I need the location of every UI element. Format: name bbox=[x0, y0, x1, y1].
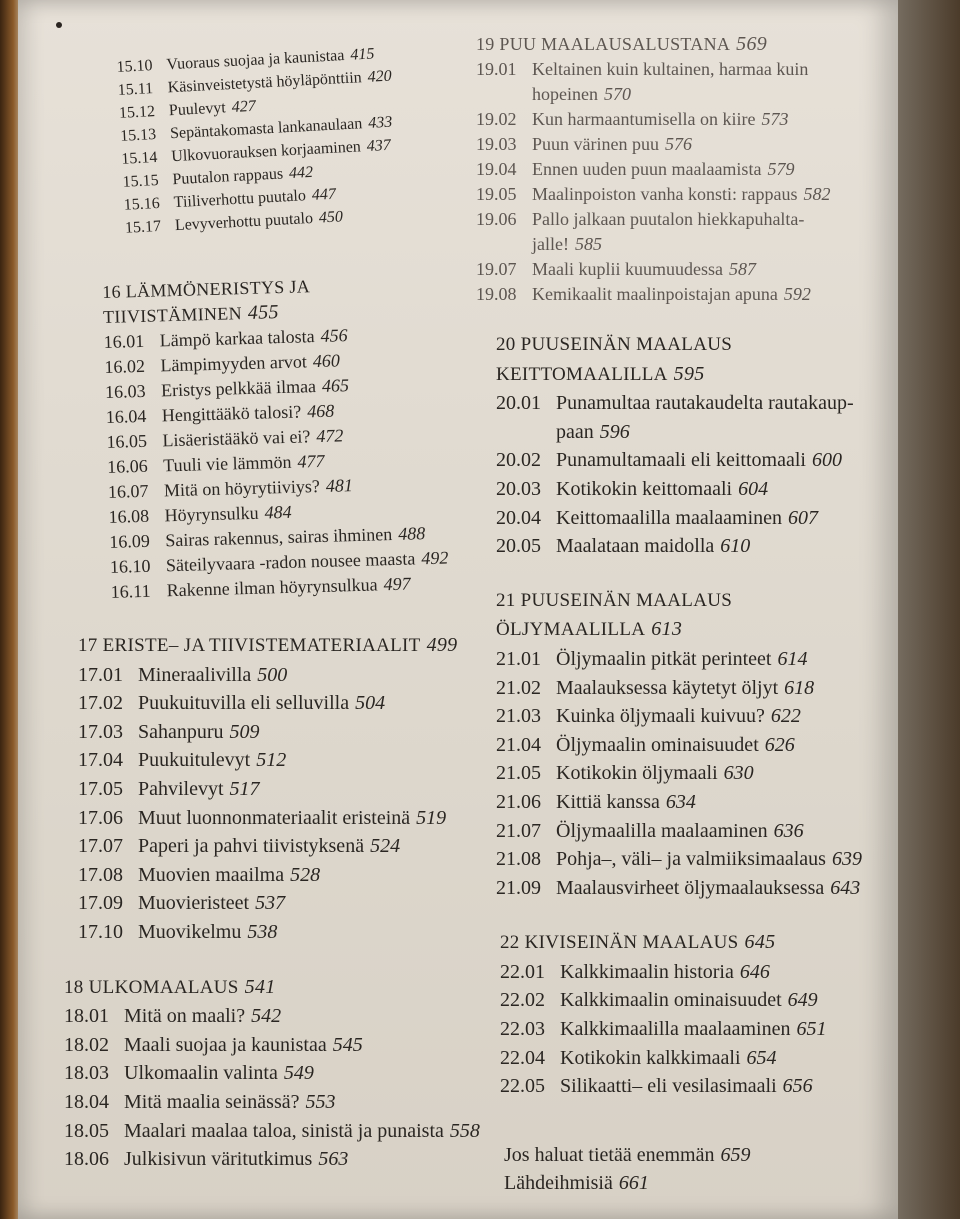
toc-entry: 16.06 Tuuli vie lämmön 477 bbox=[106, 450, 325, 477]
toc-entry: 18.04 Mitä maalia seinässä? 553 bbox=[64, 1090, 336, 1113]
toc-entry: 17.08 Muovien maailma 528 bbox=[78, 863, 321, 886]
toc-entry-continuation: paan 596 bbox=[556, 420, 630, 443]
toc-entry: 16.08 Höyrynsulku 484 bbox=[108, 501, 292, 527]
section-18 bbox=[64, 973, 496, 1174]
toc-entry: 18.06 Julkisivun väritutkimus 563 bbox=[64, 1148, 349, 1171]
toc-entry: 17.02 Puukuituvilla eli selluvilla 504 bbox=[78, 692, 386, 715]
book-page bbox=[18, 0, 898, 1219]
toc-entry: 21.09 Maalausvirheet öljymaalauksessa 643 bbox=[496, 876, 861, 899]
toc-entry: 16.03 Eristys pelkkää ilmaa 465 bbox=[104, 375, 350, 402]
toc-entry: 18.03 Ulkomaalin valinta 549 bbox=[64, 1062, 314, 1085]
section-17 bbox=[78, 631, 496, 947]
toc-entry: 15.12 Puulevyt 427 bbox=[118, 97, 257, 122]
section-22 bbox=[500, 928, 876, 1101]
toc-entry: 16.10 Säteilyvaara -radon nousee maasta 492 bbox=[109, 547, 449, 577]
toc-entry-continuation: hopeinen 570 bbox=[532, 84, 631, 104]
toc-entry: 22.03 Kalkkimaalilla maalaaminen 651 bbox=[500, 1018, 827, 1041]
appendix-entries bbox=[504, 1141, 876, 1198]
toc-right-column bbox=[476, 32, 876, 1198]
toc-entry: 15.10 Vuoraus suojaa ja kaunistaa 415 bbox=[116, 45, 375, 76]
toc-entry: 18.02 Maali suojaa ja kaunistaa 545 bbox=[64, 1033, 363, 1056]
toc-entry: Jos haluat tietää enemmän 659 bbox=[504, 1143, 751, 1166]
toc-entry: 15.16 Tiiliverhottu puutalo 447 bbox=[123, 185, 337, 214]
section-heading: 18 ULKOMAALAUS 541 bbox=[64, 975, 276, 998]
section-heading: KEITTOMAALILLA 595 bbox=[496, 362, 705, 385]
toc-entry: 21.01 Öljymaalin pitkät perinteet 614 bbox=[496, 647, 808, 670]
toc-entry: 16.02 Lämpimyyden arvot 460 bbox=[104, 350, 341, 377]
section-heading: 16 LÄMMÖNERISTYS JA bbox=[102, 276, 311, 302]
toc-entry: 17.06 Muut luonnonmateriaalit eristeinä 519 bbox=[78, 806, 447, 829]
toc-entry: 19.04 Ennen uuden puun maalaamista 579 bbox=[476, 159, 795, 179]
toc-entry: 15.14 Ulkovuorauksen korjaaminen 437 bbox=[120, 136, 392, 168]
toc-entry: 20.03 Kotikokin keittomaali 604 bbox=[496, 477, 769, 500]
section-heading: 22 KIVISEINÄN MAALAUS 645 bbox=[500, 931, 776, 954]
toc-entry: 19.01 Keltainen kuin kultainen, harmaa kuin bbox=[476, 59, 809, 79]
section-20 bbox=[496, 331, 876, 561]
toc-entry: 19.03 Puun värinen puu 576 bbox=[476, 134, 692, 154]
section-heading: 20 PUUSEINÄN MAALAUS bbox=[496, 334, 733, 355]
toc-entry: Lähdeihmisiä 661 bbox=[504, 1172, 649, 1195]
toc-entry: 16.05 Lisäeristääkö vai ei? 472 bbox=[106, 425, 344, 452]
section-heading: 17 ERISTE– JA TIIVISTEMATERIAALIT 499 bbox=[78, 634, 458, 656]
toc-entry: 21.04 Öljymaalin ominaisuudet 626 bbox=[496, 733, 795, 756]
toc-entry: 18.05 Maalari maalaa taloa, sinistä ja punaista 558 bbox=[64, 1119, 480, 1142]
toc-entry: 21.02 Maalauksessa käytetyt öljyt 618 bbox=[496, 676, 815, 699]
section-16 bbox=[102, 269, 505, 605]
toc-entry: 17.05 Pahvilevyt 517 bbox=[78, 777, 260, 800]
toc-entry: 16.01 Lämpö karkaa talosta 456 bbox=[103, 325, 348, 352]
toc-entry: 20.05 Maalataan maidolla 610 bbox=[496, 535, 751, 558]
toc-entry: 17.04 Puukuitulevyt 512 bbox=[78, 749, 287, 772]
toc-entry: 22.04 Kotikokin kalkkimaali 654 bbox=[500, 1046, 777, 1069]
toc-entry: 21.03 Kuinka öljymaali kuivuu? 622 bbox=[496, 705, 801, 728]
toc-entry: 17.03 Sahanpuru 509 bbox=[78, 720, 260, 743]
toc-entry: 22.05 Silikaatti– eli vesilasimaali 656 bbox=[500, 1075, 813, 1098]
section-heading: TIIVISTÄMINEN 455 bbox=[102, 301, 280, 327]
toc-entry: 21.06 Kittiä kanssa 634 bbox=[496, 790, 696, 813]
section-19 bbox=[476, 32, 876, 307]
toc-entry: 21.08 Pohja–, väli– ja valmiiksimaalaus 639 bbox=[496, 848, 862, 871]
section-heading: 19 PUU MAALAUSALUSTANA 569 bbox=[476, 33, 768, 55]
toc-entry: 16.09 Sairas rakennus, sairas ihminen 488 bbox=[109, 523, 426, 552]
toc-entry: 18.01 Mitä on maali? 542 bbox=[64, 1005, 282, 1028]
page-mark bbox=[56, 22, 62, 28]
toc-entry: 19.05 Maalinpoiston vanha konsti: rappaus 582 bbox=[476, 184, 831, 204]
toc-entry-continuation: jalle! 585 bbox=[532, 234, 602, 254]
toc-entry: 20.04 Keittomaalilla maalaaminen 607 bbox=[496, 506, 819, 529]
toc-entry: 15.15 Puutalon rappaus 442 bbox=[122, 163, 314, 191]
toc-entry: 22.02 Kalkkimaalin ominaisuudet 649 bbox=[500, 989, 818, 1012]
toc-left-column bbox=[56, 45, 496, 1174]
toc-entry: 16.07 Mitä on höyrytiiviys? 481 bbox=[107, 475, 354, 502]
toc-entry: 16.11 Rakenne ilman höyrynsulkua 497 bbox=[110, 573, 411, 602]
toc-entry: 17.09 Muovieristeet 537 bbox=[78, 892, 286, 915]
section-heading: 21 PUUSEINÄN MAALAUS bbox=[496, 589, 733, 611]
toc-entry: 15.17 Levyverhottu puutalo 450 bbox=[124, 208, 344, 237]
toc-entry: 19.06 Pallo jalkaan puutalon hiekkapuhalta- bbox=[476, 209, 805, 229]
toc-entry: 16.04 Hengittääkö talosi? 468 bbox=[105, 400, 335, 427]
toc-entry: 15.13 Sepäntakomasta lankanaulaan 433 bbox=[119, 113, 393, 145]
toc-entry: 19.07 Maali kuplii kuumuudessa 587 bbox=[476, 259, 756, 279]
toc-entry: 17.07 Paperi ja pahvi tiivistyksenä 524 bbox=[78, 835, 401, 858]
toc-entry: 17.01 Mineraalivilla 500 bbox=[78, 663, 288, 686]
toc-entry: 19.02 Kun harmaantumisella on kiire 573 bbox=[476, 109, 789, 129]
toc-entry: 20.02 Punamultamaali eli keittomaali 600 bbox=[496, 449, 842, 472]
section-15-list bbox=[116, 36, 505, 240]
toc-entry: 15.11 Käsinveistetystä höyläpönttiin 420 bbox=[117, 67, 393, 99]
toc-entry: 17.10 Muovikelmu 538 bbox=[78, 920, 278, 943]
toc-entry: 22.01 Kalkkimaalin historia 646 bbox=[500, 960, 770, 983]
section-21 bbox=[496, 587, 876, 903]
section-heading: ÖLJYMAALILLA 613 bbox=[496, 618, 683, 641]
toc-entry: 21.07 Öljymaalilla maalaaminen 636 bbox=[496, 819, 804, 842]
toc-entry: 20.01 Punamultaa rautakaudelta rautakaup- bbox=[496, 392, 854, 415]
toc-entry: 21.05 Kotikokin öljymaali 630 bbox=[496, 762, 754, 785]
toc-entry: 19.08 Kemikaalit maalinpoistajan apuna 592 bbox=[476, 284, 811, 304]
